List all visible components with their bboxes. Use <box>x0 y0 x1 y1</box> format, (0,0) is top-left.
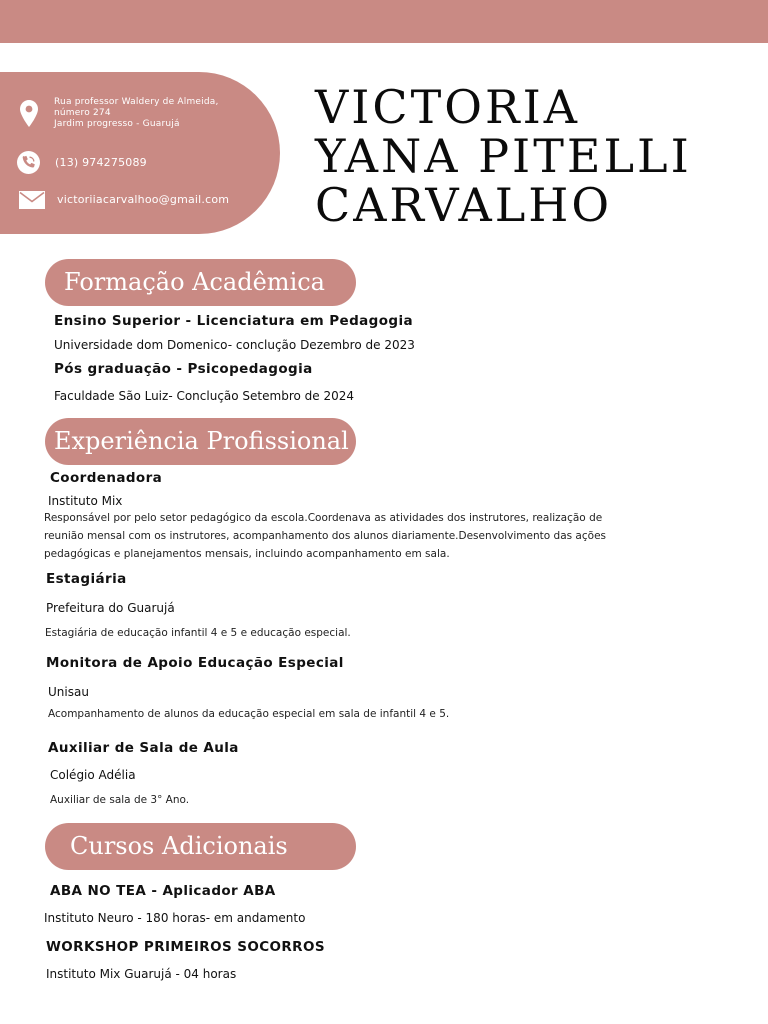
address-line: número 274 <box>54 108 111 118</box>
name-line: CARVALHO <box>315 178 613 232</box>
education-institution: Universidade dom Domenico- conclução Dezembro de 2023 <box>54 338 415 352</box>
envelope-icon <box>19 191 45 209</box>
experience-company: Unisau <box>48 685 89 699</box>
name-line: YANA PITELLI <box>315 129 692 183</box>
experience-role: Monitora de Apoio Educação Especial <box>46 655 344 671</box>
contact-address <box>54 97 254 130</box>
experience-company: Instituto Mix <box>48 494 123 508</box>
experience-company: Prefeitura do Guarujá <box>46 601 175 615</box>
education-institution: Faculdade São Luiz- Conclução Setembro de 2024 <box>54 389 355 403</box>
location-pin-icon <box>20 100 38 127</box>
contact-phone: (13) 974275089 <box>55 156 147 169</box>
course-detail: Instituto Mix Guarujá - 04 horas <box>46 967 237 981</box>
experience-description: Responsável por pelo setor pedagógico da escola.Coordenava as atividades dos instrutores, realização de reunião mensal com os instrutores, acompanhamento dos alunos diariamente.Desenvolvimento das ações pedagógicas e planejamentos mensais, incluindo acompanhamento em sala. <box>44 512 606 560</box>
education-degree: Ensino Superior - Licenciatura em Pedagogia <box>54 313 414 329</box>
course-name: WORKSHOP PRIMEIROS SOCORROS <box>46 939 325 955</box>
experience-role: Coordenadora <box>50 470 163 486</box>
experience-section-title: Experiência Profissional <box>45 418 356 465</box>
address-line: Rua professor Waldery de Almeida, <box>54 97 219 107</box>
course-detail: Instituto Neuro - 180 horas- em andamento <box>44 911 306 925</box>
experience-description: Auxiliar de sala de 3° Ano. <box>50 794 190 806</box>
top-accent-bar <box>0 0 768 43</box>
course-name: ABA NO TEA - Aplicador ABA <box>50 883 276 899</box>
experience-description: Acompanhamento de alunos da educação especial em sala de infantil 4 e 5. <box>48 708 450 720</box>
experience-role: Auxiliar de Sala de Aula <box>48 740 239 756</box>
candidate-name <box>315 80 692 232</box>
contact-email: victoriiacarvalhoo@gmail.com <box>57 193 230 206</box>
experience-company: Colégio Adélia <box>50 768 136 782</box>
education-section-title: Formação Acadêmica <box>45 259 356 306</box>
phone-icon <box>16 150 41 175</box>
courses-section-title: Cursos Adicionais <box>45 823 356 870</box>
experience-role: Estagiária <box>46 571 127 587</box>
address-line: Jardim progresso - Guarujá <box>54 119 180 129</box>
education-degree: Pós graduação - Psicopedagogia <box>54 361 313 377</box>
name-line: VICTORIA <box>315 80 581 134</box>
experience-description: Estagiária de educação infantil 4 e 5 e educação especial. <box>45 627 351 639</box>
